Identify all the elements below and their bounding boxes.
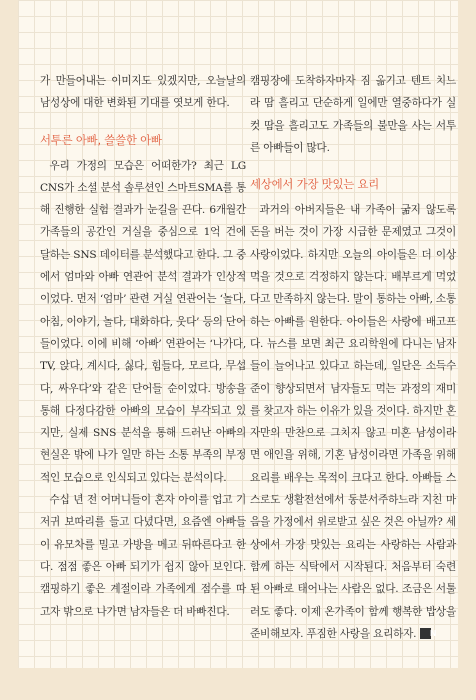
left-paragraph-1: 우리 가정의 모습은 어떠한가? 최근 LG CNS가 소셜 분석 솔루션인 스마트SMA를 통해 진행한 실험 결과가 눈길을 끈다. 6개월간 가족들의 공간인 거실을 중심으로 1억 건에 달하는 SNS 데이터를 분석했다고 한다. 그 중에서 엄마와 아빠 연관어 분석 결과가 인상적이었다. 먼저 ‘엄마’ 관련 거실 연관어는 ‘놀다, 아침, 이야기, 놀다, 대화하다, 웃다’ 등의 단어들이었다. 이에 비해 ‘아빠’ 연관어는 ‘나가다, TV, 앉다, 계시다, 싫다, 힘들다, 모르다, 무섭다, 싸우다’와 같은 단어들 순이었다. 방송을 통해 다정다감한 아빠의 모습이 부각되고 있지만, 실제 SNS 분석을 통해 드러난 아빠의 현실은 밖에 나가 일만 하는 소통 부족의 부정적인 모습으로 인식되고 있다는 분석이다. — [40, 159, 246, 484]
section-heading-tastiest-dish: 세상에서 가장 맛있는 요리 — [250, 177, 380, 192]
left-column — [40, 70, 246, 623]
right-paragraph-1 — [250, 199, 456, 645]
end-mark-icon: N — [420, 628, 431, 639]
left-paragraph-2: 수십 년 전 어머니들이 혼자 아이를 업고 기저귀 보따리를 들고 다녔다면, 요즘엔 아빠들이 유모차를 밀고 가방을 메고 뒤따른다고 한다. 점점 좋은 아빠 되기가 쉽지 않아 보인다. 캠핑하기 좋은 계절이라 가족에게 점수를 따고자 밖으로 나가면 남자들은 더 바빠진다. — [40, 494, 246, 618]
left-intro-paragraph: 가 만들어내는 이미지도 있겠지만, 오늘날의 남성상에 대한 변화된 기대를 엿보게 한다. — [40, 75, 246, 110]
right-column — [250, 70, 456, 645]
section-heading-clumsy-dad: 서투른 아빠, 쓸쓸한 아빠 — [40, 132, 162, 147]
right-paragraph-1-text: 과거의 아버지들은 내 가족이 굶지 않도록 돈을 버는 것이 가장 시급한 문제였고 그것이 사랑이었다. 하지만 오늘의 아이들은 더 이상 먹을 것으로 걱정하지 않는다. 배부르게 먹었다고 만족하지 않는다. 말이 통하는 아빠, 소통하는 아빠를 원한다. 아이들은 사랑에 배고프다. 뉴스를 보면 최근 요리학원에 다니는 남자들이 늘어나고 있다고 하는데, 일단은 소득수준이 향상되면서 남자들도 먹는 과정의 재미를 찾고자 하는 이유가 있을 것이다. 하지만 혼자만의 만찬으로 그치지 않고 미혼 남성이라면 애인을 위해, 기혼 남성이라면 가족을 위해 요리를 배우는 목적이 크다고 한다. 아빠들 스스로도 생활전선에서 동분서주하느라 지친 마음을 가정에서 위로받고 싶은 것은 아닐까? 세상에서 가장 맛있는 요리는 사랑하는 사람과 함께 하는 식탁에서 시작된다. 처음부터 숙련된 아빠로 태어나는 사람은 없다. 조금은 서툴러도 좋다. 이제 온가족이 함께 행복한 밥상을 준비해보자. 푸짐한 사랑을 요리하자. — [250, 204, 456, 640]
right-intro-paragraph: 캠핑장에 도착하자마자 짐 옮기고 텐트 치느라 땀 흘리고 단순하게 일에만 열중하다가 실컷 땀을 흘리고도 가족들의 불만을 사는 서투른 아빠들이 많다. — [250, 75, 456, 154]
